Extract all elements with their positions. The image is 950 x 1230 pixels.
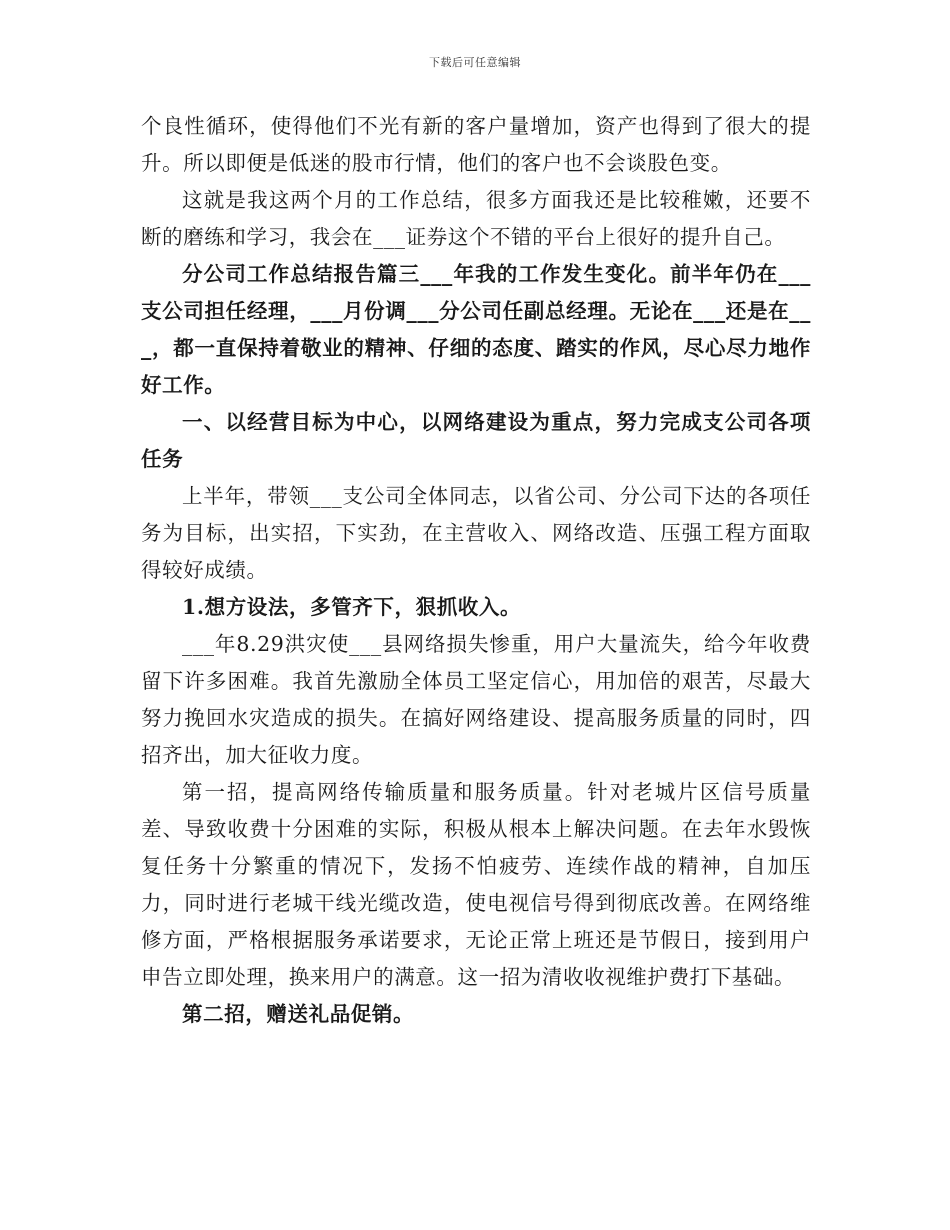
header-note: 下载后可任意编辑 <box>429 56 521 69</box>
section-heading-1: 一、以经营目标为中心，以网络建设为重点，努力完成支公司各项任务 <box>141 410 811 471</box>
paragraph-3-report-intro: 分公司工作总结报告篇三___年我的工作发生变化。前半年仍在___支公司担任经理，___月份调___分公司任副总经理。无论在___还是在___，都一直保持着敬业的精神、仔细的态度、踏实的作风，尽心尽力地作好工作。 <box>141 262 811 397</box>
paragraph-8: 第一招，提高网络传输质量和服务质量。针对老城片区信号质量差、导致收费十分困难的实际，积极从根本上解决问题。在去年水毁恢复任务十分繁重的情况下，发扬不怕疲劳、连续作战的精神，自加压力，同时进行老城干线光缆改造，使电视信号得到彻底改善。在网络维修方面，严格根据服务承诺要求，无论正常上班还是节假日，接到用户申告立即处理，换来用户的满意。这一招为清收收视维护费打下基础。 <box>141 780 811 989</box>
document-body <box>141 108 811 1033</box>
paragraph-2: 这就是我这两个月的工作总结，很多方面我还是比较稚嫩，还要不断的磨练和学习，我会在___证券这个不错的平台上很好的提升自己。 <box>141 188 811 249</box>
paragraph-5: 上半年，带领___支公司全体同志，以省公司、分公司下达的各项任务为目标，出实招，下实劲，在主营收入、网络改造、压强工程方面取得较好成绩。 <box>141 484 811 582</box>
subheading-1: 1.想方设法，多管齐下，狠抓收入。 <box>182 595 522 619</box>
paragraph-1: 个良性循环，使得他们不光有新的客户量增加，资产也得到了很大的提升。所以即便是低迷的股市行情，他们的客户也不会谈股色变。 <box>141 114 811 175</box>
paragraph-7: ___年8.29洪灾使___县网络损失惨重，用户大量流失，给今年收费留下许多困难。我首先激励全体员工坚定信心，用加倍的艰苦，尽最大努力挽回水灾造成的损失。在搞好网络建设、提高服务质量的同时，四招齐出，加大征收力度。 <box>141 632 811 767</box>
subheading-2: 第二招，赠送礼品促销。 <box>182 1002 415 1026</box>
